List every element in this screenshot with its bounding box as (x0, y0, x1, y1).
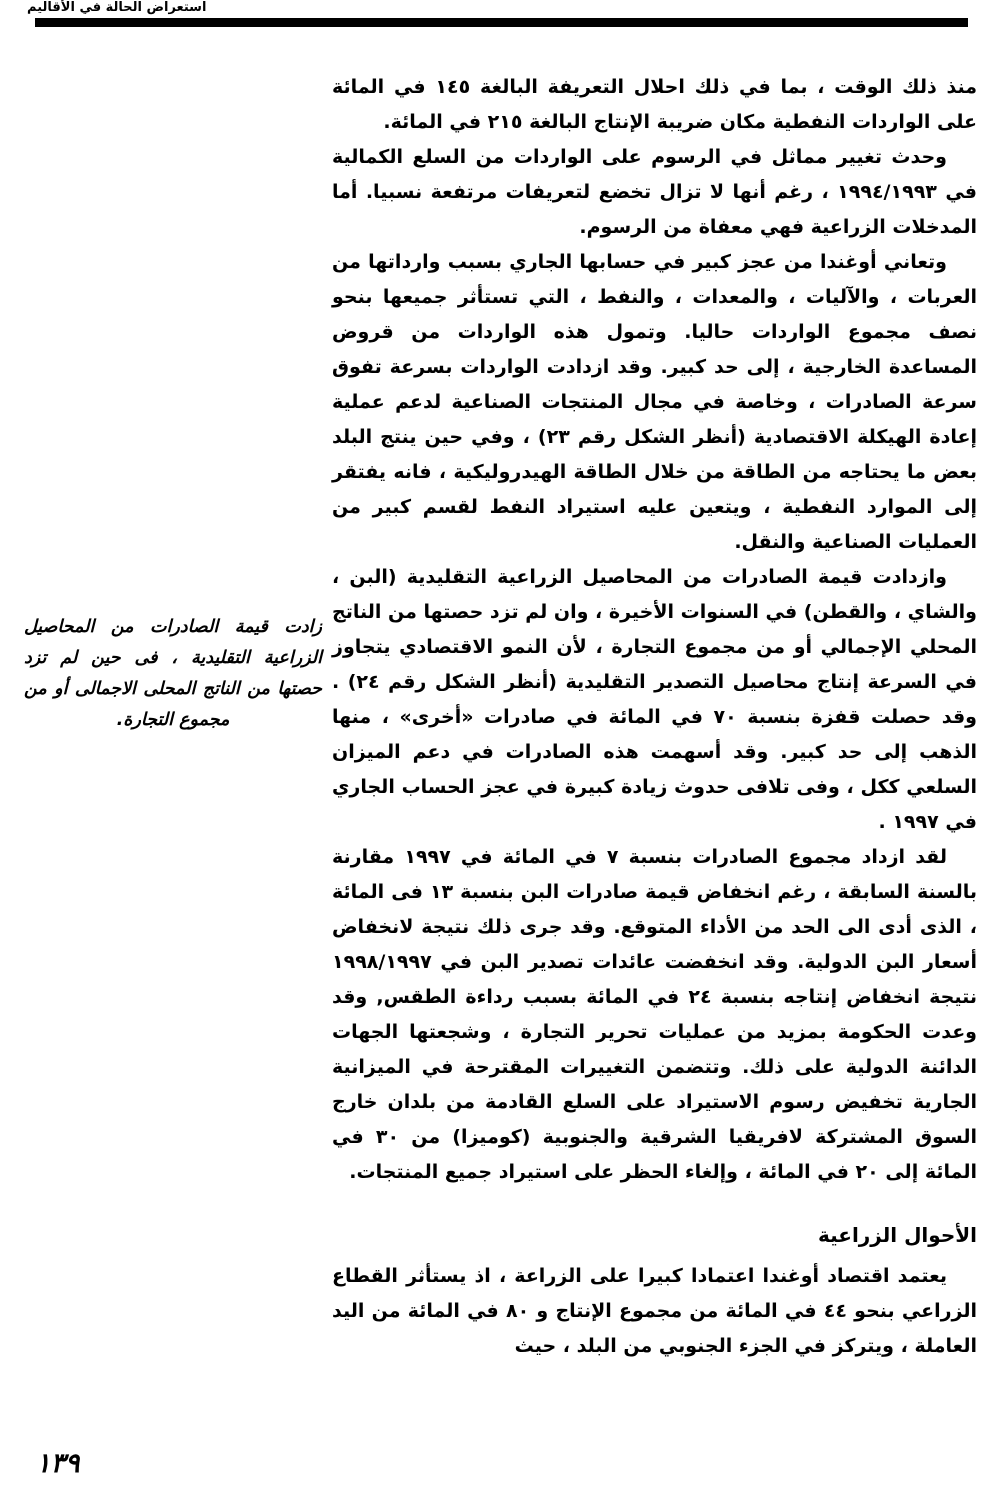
paragraph: وحدث تغيير مماثل في الرسوم على الواردات من السلع الكمالية في ١٩٩٤/١٩٩٣ ، رغم أنها لا تزال تخضع لتعريفات مرتفعة نسبيا. أما المدخلات الزراعية فهي معفاة من الرسوم. (332, 146, 977, 238)
margin-note: زادت قيمة الصادرات من المحاصيل الزراعية التقليدية ، فى حين لم تزد حصتها من الناتج المحلى الاجمالى أو من مجموع التجارة. (24, 617, 322, 730)
header-rule-divider (35, 18, 968, 27)
running-title: استعراض الحالة في الأقاليم (27, 0, 207, 15)
paragraph: منذ ذلك الوقت ، بما في ذلك احلال التعريفة البالغة ١٤٥ في المائة على الواردات النفطية مكان ضريبة الإنتاج البالغة ٢١٥ في المائة. (332, 76, 977, 133)
paragraph: يعتمد اقتصاد أوغندا اعتمادا كبيرا على الزراعة ، اذ يستأثر القطاع الزراعي بنحو ٤٤ في المائة من مجموع الإنتاج و ٨٠ في المائة من اليد العاملة ، ويتركز في الجزء الجنوبي من البلد ، حيث (332, 1265, 977, 1357)
body-text-column (332, 70, 977, 1364)
section-heading-agriculture: الأحوال الزراعية (817, 1223, 977, 1247)
paragraph: وازدادت قيمة الصادرات من المحاصيل الزراعية التقليدية (البن ، والشاي ، والقطن) في السنوات الأخيرة ، وان لم تزد حصتها من الناتج المحلي الإجمالي أو من مجموع التجارة ، لأن النمو الاقتصادي يتجاوز في السرعة إنتاج محاصيل التصدير التقليدية (أنظر الشكل رقم ٢٤) . وقد حصلت قفزة بنسبة ٧٠ في المائة في صادرات «أخرى» ، منها الذهب إلى حد كبير. وقد أسهمت هذه الصادرات في دعم الميزان السلعي ككل ، وفى تلافى حدوث زيادة كبيرة في عجز الحساب الجاري في ١٩٩٧ . (332, 566, 977, 833)
page-number: ١٣٩ (36, 1448, 80, 1479)
paragraph: لقد ازداد مجموع الصادرات بنسبة ٧ في المائة في ١٩٩٧ مقارنة بالسنة السابقة ، رغم انخفاض قيمة صادرات البن بنسبة ١٣ فى المائة ، الذى أدى الى الحد من الأداء المتوقع. وقد جرى ذلك نتيجة لانخفاض أسعار البن الدولية. وقد انخفضت عائدات تصدير البن في ١٩٩٨/١٩٩٧ نتيجة انخفاض إنتاجه بنسبة ٢٤ في المائة بسبب رداءة الطقس, وقد وعدت الحكومة بمزيد من عمليات تحرير التجارة ، وشجعتها الجهات الدائنة الدولية على ذلك. وتتضمن التغييرات المقترحة في الميزانية الجارية تخفيض رسوم الاستيراد على السلع القادمة من بلدان خارج السوق المشتركة لافريقيا الشرقية والجنوبية (كوميزا) من ٣٠ في المائة إلى ٢٠ في المائة ، وإلغاء الحظر على استيراد جميع المنتجات. (332, 846, 978, 1183)
paragraph: وتعاني أوغندا من عجز كبير في حسابها الجاري بسبب وارداتها من العربات ، والآليات ، والمعدات ، والنفط ، التي تستأثر جميعها بنحو نصف مجموع الواردات حاليا. وتمول هذه الواردات من قروض المساعدة الخارجية ، إلى حد كبير. وقد ازدادت الواردات بسرعة تفوق سرعة الصادرات ، وخاصة في مجال المنتجات الصناعية لدعم عملية إعادة الهيكلة الاقتصادية (أنظر الشكل رقم ٢٣) ، وفي حين ينتج البلد بعض ما يحتاجه من الطاقة من خلال الطاقة الهيدروليكية ، فانه يفتقر إلى الموارد النفطية ، ويتعين عليه استيراد النفط لقسم كبير من العمليات الصناعية والنقل. (332, 251, 977, 553)
